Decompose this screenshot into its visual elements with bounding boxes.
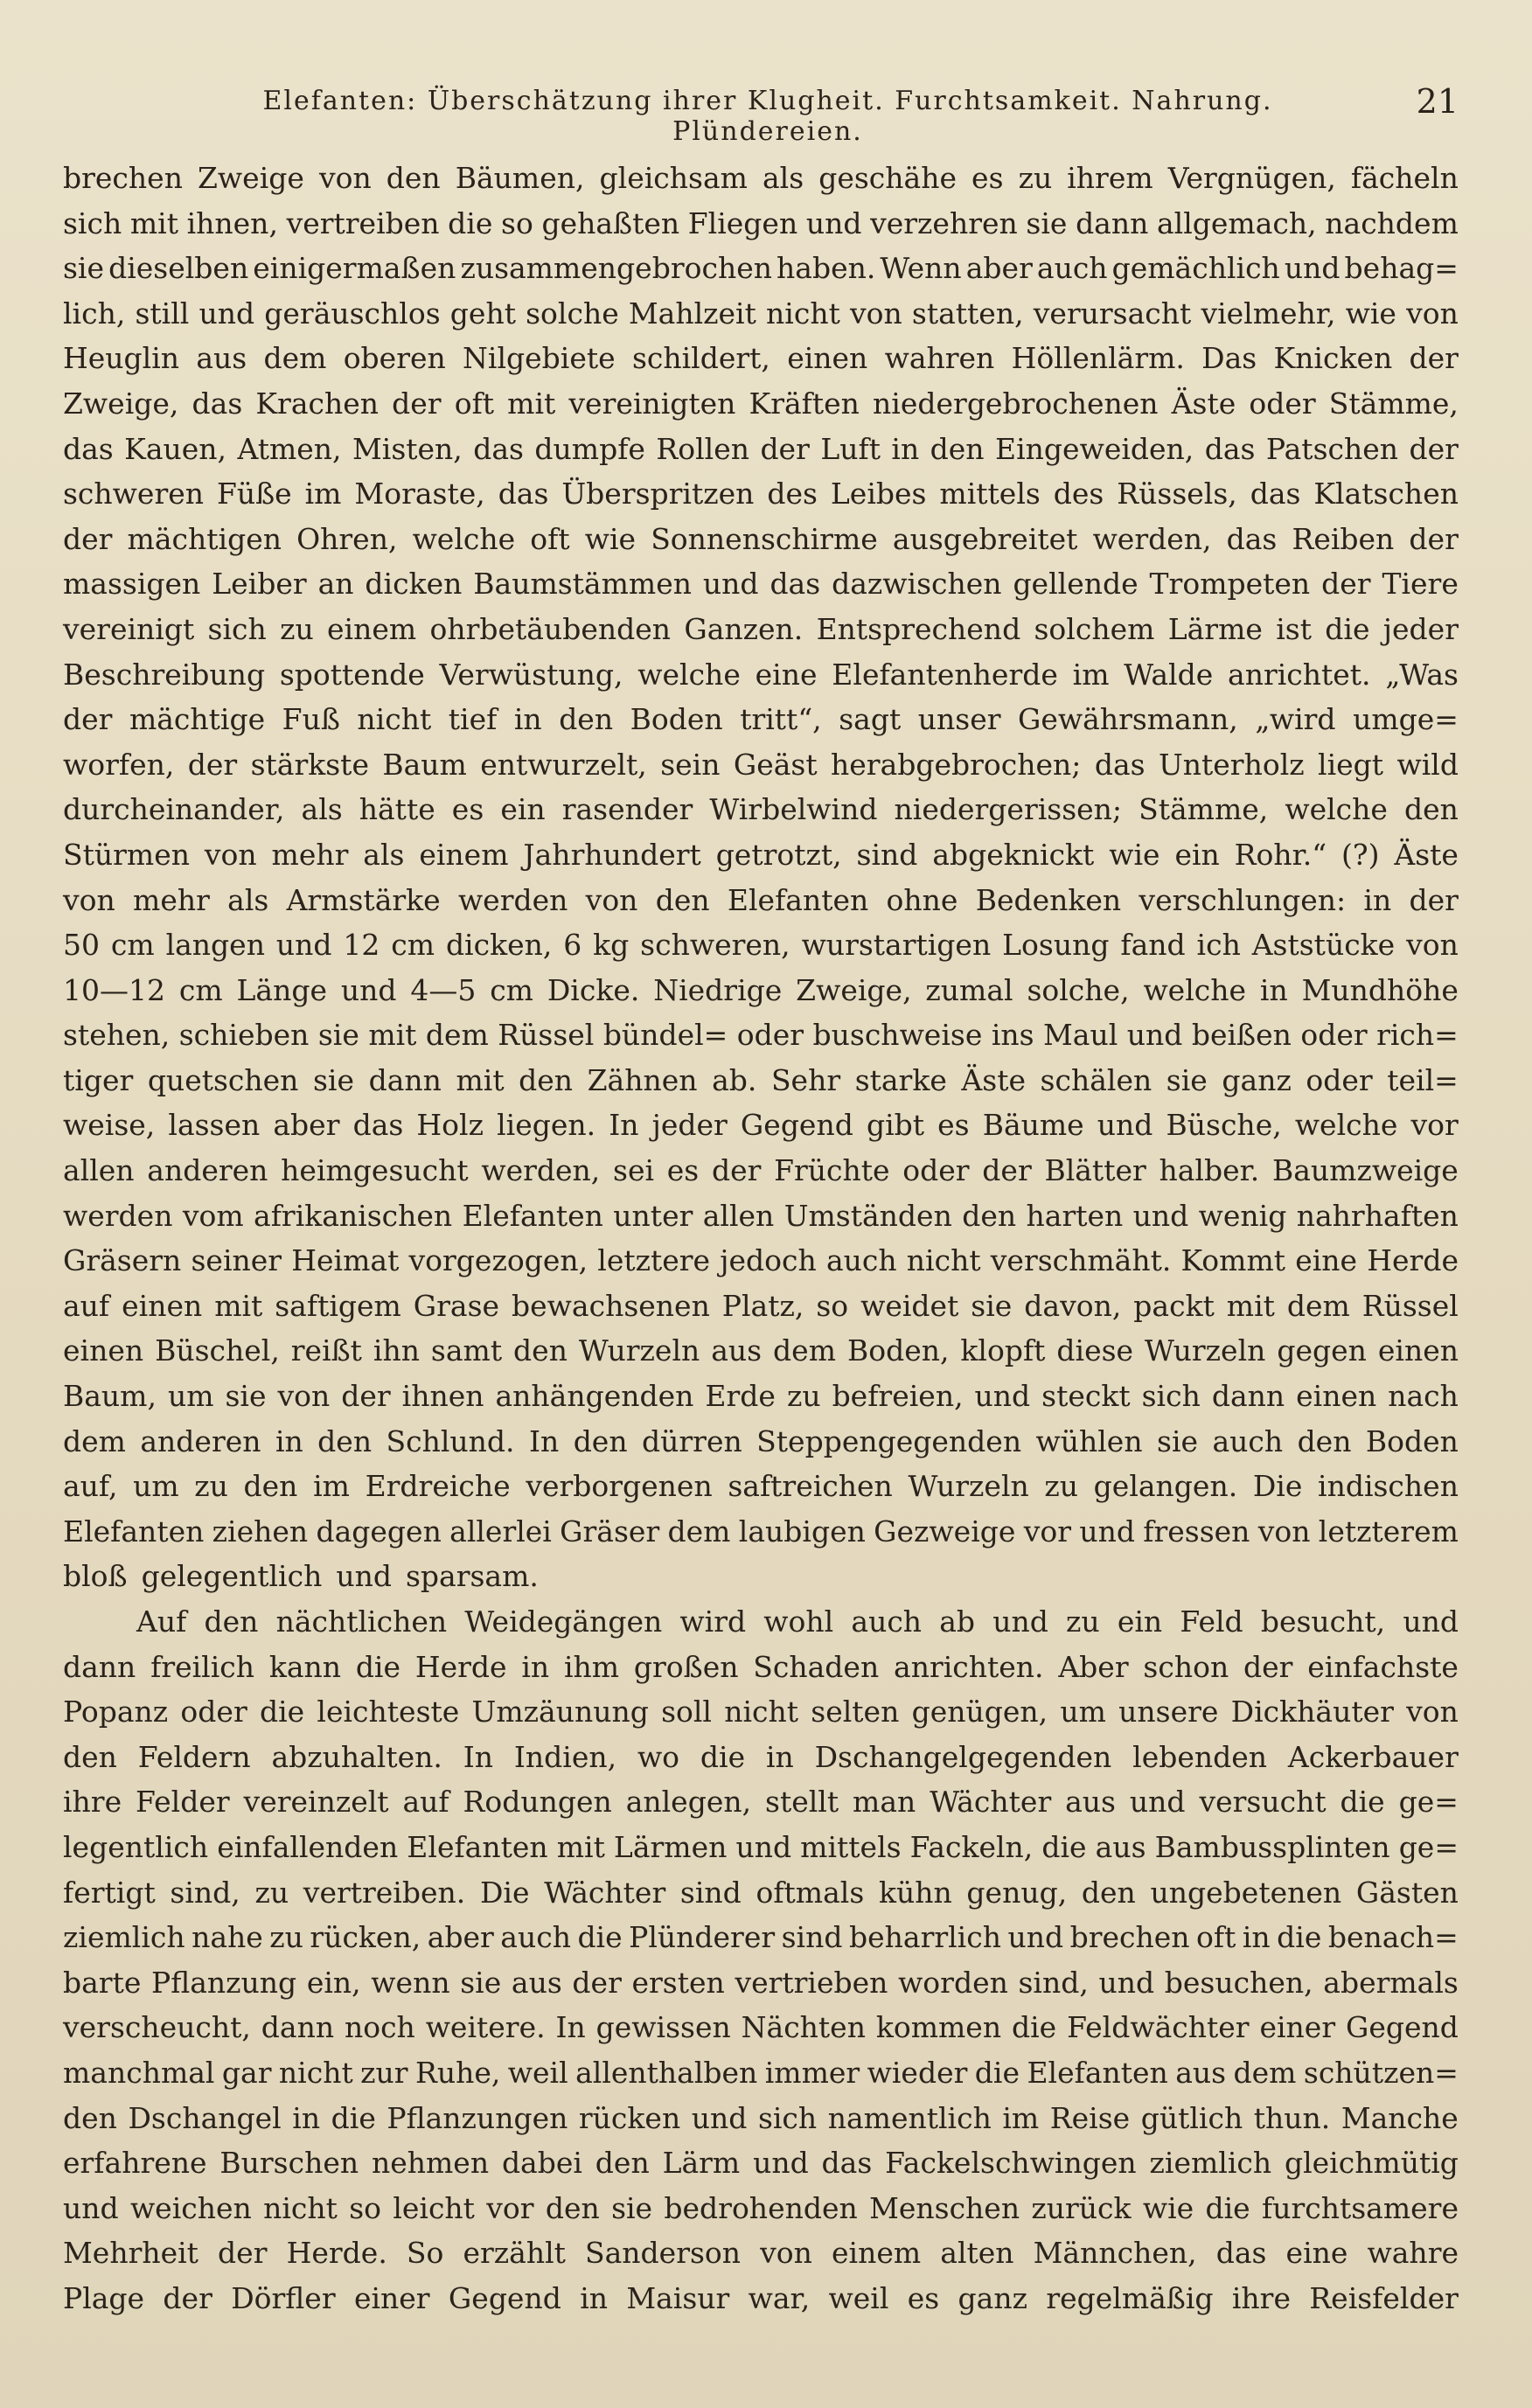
page-header	[199, 82, 1459, 147]
text-line: und weichen nicht so leicht vor den sie bedrohenden Menschen zurück wie die furchtsamere	[63, 2190, 1459, 2225]
text-line: der mächtige Fuß nicht tief in den Boden tritt“, sagt unser Gewährsmann, „wird umge=	[63, 702, 1459, 737]
text-line: dem anderen in den Schlund. In den dürren Steppengegenden wühlen sie auch den Boden	[63, 1423, 1459, 1458]
running-head: Elefanten: Überschätzung ihrer Klugheit. Furchtsamkeit. Nahrung. Plündereien.	[262, 86, 1273, 147]
text-line: ziemlich nahe zu rücken, aber auch die Plünderer sind beharrlich und brechen oft in die benach=	[63, 1920, 1459, 1955]
text-line: brechen Zweige von den Bäumen, gleichsam als geschähe es zu ihrem Vergnügen, fächeln	[63, 161, 1459, 195]
text-line: vereinigt sich zu einem ohrbetäubenden Ganzen. Entsprechend solchem Lärme ist die jeder	[63, 611, 1459, 646]
text-line: Baum, um sie von der ihnen anhängenden Erde zu befreien, und steckt sich dann einen nach	[63, 1379, 1459, 1414]
text-line: Plage der Dörfler einer Gegend in Maisur war, weil es ganz regelmäßig ihre Reisfelder	[63, 2280, 1459, 2315]
page-number: 21	[1416, 82, 1459, 121]
text-line: den Feldern abzuhalten. In Indien, wo die in Dschangelgegenden lebenden Ackerbauer	[63, 1739, 1459, 1774]
text-line: auf einen mit saftigem Grase bewachsenen Platz, so weidet sie davon, packt mit dem Rüssel	[63, 1288, 1459, 1323]
text-line: manchmal gar nicht zur Ruhe, weil allenthalben immer wieder die Elefanten aus dem schützen=	[63, 2055, 1459, 2090]
text-line: 10—12 cm Länge und 4—5 cm Dicke. Niedrige Zweige, zumal solche, welche in Mundhöhe	[63, 972, 1459, 1007]
text-line: allen anderen heimgesucht werden, sei es der Früchte oder der Blätter halber. Baumzweige	[63, 1153, 1459, 1188]
text-line: verscheucht, dann noch weitere. In gewissen Nächten kommen die Feldwächter einer Gegend	[63, 2010, 1459, 2045]
text-line: Heuglin aus dem oberen Nilgebiete schildert, einen wahren Höllenlärm. Das Knicken der	[63, 341, 1459, 376]
text-line: ihre Felder vereinzelt auf Rodungen anlegen, stellt man Wächter aus und versucht die ge=	[63, 1785, 1459, 1820]
text-line: fertigt sind, zu vertreiben. Die Wächter sind oftmals kühn genug, den ungebetenen Gästen	[63, 1875, 1459, 1910]
text-line: Zweige, das Krachen der oft mit vereinigten Kräften niedergebrochenen Äste oder Stämme,	[63, 386, 1459, 421]
text-line: Stürmen von mehr als einem Jahrhundert getrotzt, sind abgeknickt wie ein Rohr.“ (?) Äste	[63, 837, 1459, 872]
text-line: das Kauen, Atmen, Misten, das dumpfe Rollen der Luft in den Eingeweiden, das Patschen der	[63, 431, 1459, 466]
text-line: Gräsern seiner Heimat vorgezogen, letztere jedoch auch nicht verschmäht. Kommt eine Herde	[63, 1243, 1459, 1278]
text-line: erfahrene Burschen nehmen dabei den Lärm und das Fackelschwingen ziemlich gleichmütig	[63, 2146, 1459, 2181]
text-line: werden vom afrikanischen Elefanten unter allen Umständen den harten und wenig nahrhaften	[63, 1198, 1459, 1233]
text-line: bloß gelegentlich und sparsam.	[63, 1559, 539, 1594]
text-line: 50 cm langen und 12 cm dicken, 6 kg schweren, wurstartigen Losung fand ich Aststücke von	[63, 928, 1459, 963]
text-line: lich, still und geräuschlos geht solche Mahlzeit nicht von statten, verursacht vielmehr, wie von	[63, 296, 1459, 331]
text-line: sich mit ihnen, vertreiben die so gehaßten Fliegen und verzehren sie dann allgemach, nachdem	[63, 205, 1459, 240]
text-line: dann freilich kann die Herde in ihm großen Schaden anrichten. Aber schon der einfachste	[63, 1649, 1459, 1684]
text-line: barte Pflanzung ein, wenn sie aus der ersten vertrieben worden sind, und besuchen, abermals	[63, 1965, 1459, 2000]
text-line: Auf den nächtlichen Weidegängen wird wohl auch ab und zu ein Feld besucht, und	[136, 1604, 1459, 1639]
text-line: legentlich einfallenden Elefanten mit Lärmen und mittels Fackeln, die aus Bambussplinten ge=	[63, 1829, 1459, 1864]
text-line: den Dschangel in die Pflanzungen rücken und sich namentlich im Reise gütlich thun. Manche	[63, 2100, 1459, 2135]
text-line: schweren Füße im Moraste, das Überspritzen des Leibes mittels des Rüssels, das Klatschen	[63, 477, 1459, 512]
text-line: Mehrheit der Herde. So erzählt Sanderson von einem alten Männchen, das eine wahre	[63, 2236, 1459, 2271]
text-line: Popanz oder die leichteste Umzäunung soll nicht selten genügen, um unsere Dickhäuter von	[63, 1695, 1459, 1729]
text-line: auf, um zu den im Erdreiche verborgenen saftreichen Wurzeln zu gelangen. Die indischen	[63, 1469, 1459, 1504]
text-line: stehen, schieben sie mit dem Rüssel bündel= oder buschweise ins Maul und beißen oder rich=	[63, 1018, 1459, 1053]
text-line: massigen Leiber an dicken Baumstämmen und das dazwischen gellende Trompeten der Tiere	[63, 567, 1459, 602]
text-line: einen Büschel, reißt ihn samt den Wurzeln aus dem Boden, klopft diese Wurzeln gegen einen	[63, 1333, 1459, 1368]
text-line: worfen, der stärkste Baum entwurzelt, sein Geäst herabgebrochen; das Unterholz liegt wild	[63, 747, 1459, 782]
body-text	[63, 156, 1459, 2321]
text-line: tiger quetschen sie dann mit den Zähnen ab. Sehr starke Äste schälen sie ganz oder teil=	[63, 1062, 1459, 1097]
text-line: durcheinander, als hätte es ein rasender Wirbelwind niedergerissen; Stämme, welche den	[63, 792, 1459, 827]
text-line: weise, lassen aber das Holz liegen. In jeder Gegend gibt es Bäume und Büsche, welche vor	[63, 1108, 1459, 1143]
text-line: Elefanten ziehen dagegen allerlei Gräser dem laubigen Gezweige vor und fressen von letzterem	[63, 1514, 1459, 1548]
text-line: Beschreibung spottende Verwüstung, welche eine Elefantenherde im Walde anrichtet. „Was	[63, 657, 1459, 692]
text-line: von mehr als Armstärke werden von den Elefanten ohne Bedenken verschlungen: in der	[63, 882, 1459, 917]
text-line: sie dieselben einigermaßen zusammengebrochen haben. Wenn aber auch gemächlich und behag=	[63, 251, 1459, 286]
text-line: der mächtigen Ohren, welche oft wie Sonnenschirme ausgebreitet werden, das Reiben der	[63, 521, 1459, 556]
